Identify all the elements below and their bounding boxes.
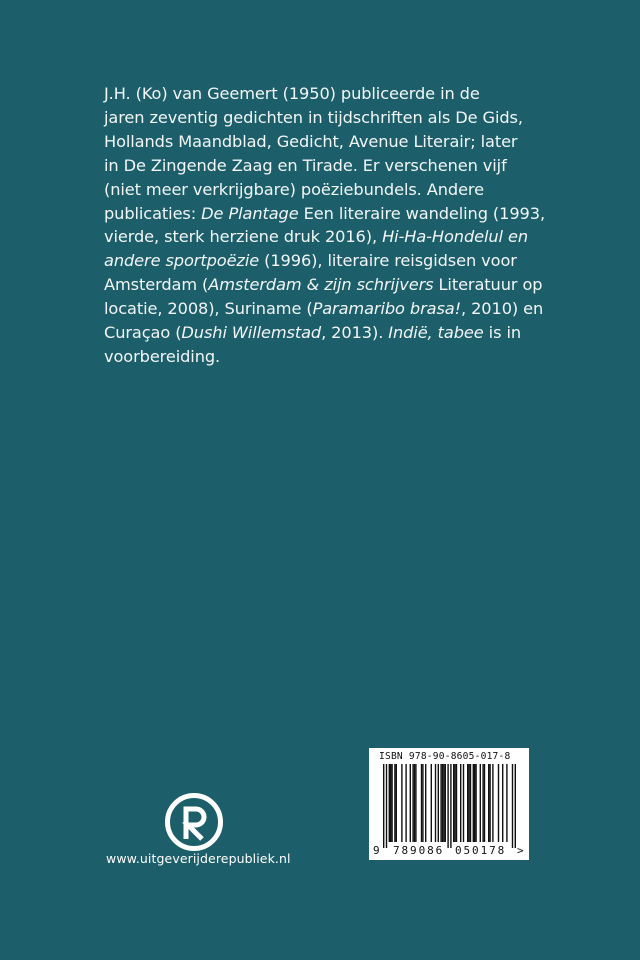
bio-text: Hollands Maandblad, Gedicht, Avenue Literair; later [104,131,518,151]
bio-line [104,82,544,106]
barcode-bar [401,764,402,842]
barcode-bar [450,764,451,848]
barcode-bar [386,764,387,848]
barcode-bar [396,764,397,842]
barcode-bar [470,764,471,842]
bio-text: publicaties: [104,203,202,223]
barcode-bar [453,764,454,842]
barcode-bar [482,764,483,842]
barcode-bar [473,764,474,842]
barcode-bar [463,764,464,842]
barcode-bar [456,764,457,842]
barcode-bar [438,764,439,842]
barcode-bar [405,764,406,842]
barcode-bar [415,764,416,842]
barcode-bar [445,764,446,842]
bio-line [104,154,544,178]
barcode-bar [447,764,448,848]
barcode-bar [492,764,493,842]
barcode-bar [460,764,461,842]
barcode-bar [502,764,503,842]
barcode-bar [488,764,489,842]
bio-line [104,130,544,154]
bio-text: , 2013). [321,323,389,343]
bio-title-italic: Hi-Ha-Hondelul en [382,227,528,247]
bio-line [104,249,544,273]
bio-title-italic: De Plantage [201,203,299,223]
bio-line [104,345,544,369]
barcode-bar [498,764,499,842]
barcode-bar [414,764,415,842]
barcode-bar [475,764,476,842]
barcode-bar [484,764,485,842]
bio-text: (niet meer verkrijgbare) poëziebundels. Andere [104,179,484,199]
barcode-bar [443,764,444,842]
isbn-label: ISBN 978-90-8605-017-8 [379,751,511,762]
bio-text: jaren zeventig gedichten in tijdschriften als De Gids, [104,107,523,127]
barcode-bar [468,764,469,842]
quiet-zone-mark: > [517,844,524,857]
author-bio [104,82,544,369]
isbn-barcode [369,748,529,860]
bio-line [104,106,544,130]
ean-right-group: 050178 [455,844,507,857]
bio-line [104,202,544,226]
barcode-bar [431,764,432,842]
bio-title-italic: Indië, tabee [388,323,484,343]
publisher-website: www.uitgeverijderepubliek.nl [106,851,291,866]
bio-line [104,225,544,249]
bio-text: locatie, 2008), Suriname ( [104,299,313,319]
barcode-bar [389,764,390,842]
barcode-bar [454,764,455,842]
barcode-bar [435,764,436,842]
bio-text: vierde, sterk herziene druk 2016), [104,227,383,247]
barcode-bar [442,764,443,842]
bio-text: voorbereiding. [104,346,221,366]
bio-line [104,321,544,345]
barcode-bar [474,764,475,842]
ean-first-digit: 9 [373,844,380,857]
bio-title-italic: Dushi Willemstad [181,323,322,343]
barcode-bar [383,764,384,848]
barcode-bar [391,764,392,842]
bio-line [104,297,544,321]
barcode-bar [512,764,513,848]
barcode-bar [467,764,468,842]
bio-text: Een literaire wandeling (1993, [298,203,545,223]
publisher-logo-icon [164,792,224,852]
barcode-bar [421,764,422,842]
barcode-bar [412,764,413,842]
bio-title-italic: Amsterdam & zijn schrijvers [208,275,434,295]
barcode-bar [422,764,423,842]
bio-text: Amsterdam ( [104,275,209,295]
barcode-bar [489,764,490,842]
bio-text: J.H. (Ko) van Geemert (1950) publiceerde in de [104,84,480,103]
barcode-bar [425,764,426,842]
barcode-bar [506,764,507,842]
barcode-bar [390,764,391,842]
bio-line [104,273,544,297]
barcode-bar [480,764,481,842]
ean-digits [369,844,529,858]
bio-text: (1996), literaire reisgidsen voor [259,251,517,271]
bio-text: Curaçao ( [104,323,182,343]
barcode-bar [394,764,395,842]
ean-left-group: 789086 [393,844,445,857]
barcode-bar [410,764,411,842]
bio-text: is in [483,323,522,343]
barcode-bar [515,764,516,848]
bio-text: Literatuur op [433,275,543,295]
bio-title-italic: andere sportpoëzie [104,251,260,271]
barcode-bar [440,764,441,842]
bio-text: in De Zingende Zaag en Tirade. Er verschenen vijf [104,155,507,175]
bio-line [104,178,544,202]
bio-title-italic: Paramaribo brasa! [312,299,461,319]
bio-text: , 2010) en [461,299,544,319]
